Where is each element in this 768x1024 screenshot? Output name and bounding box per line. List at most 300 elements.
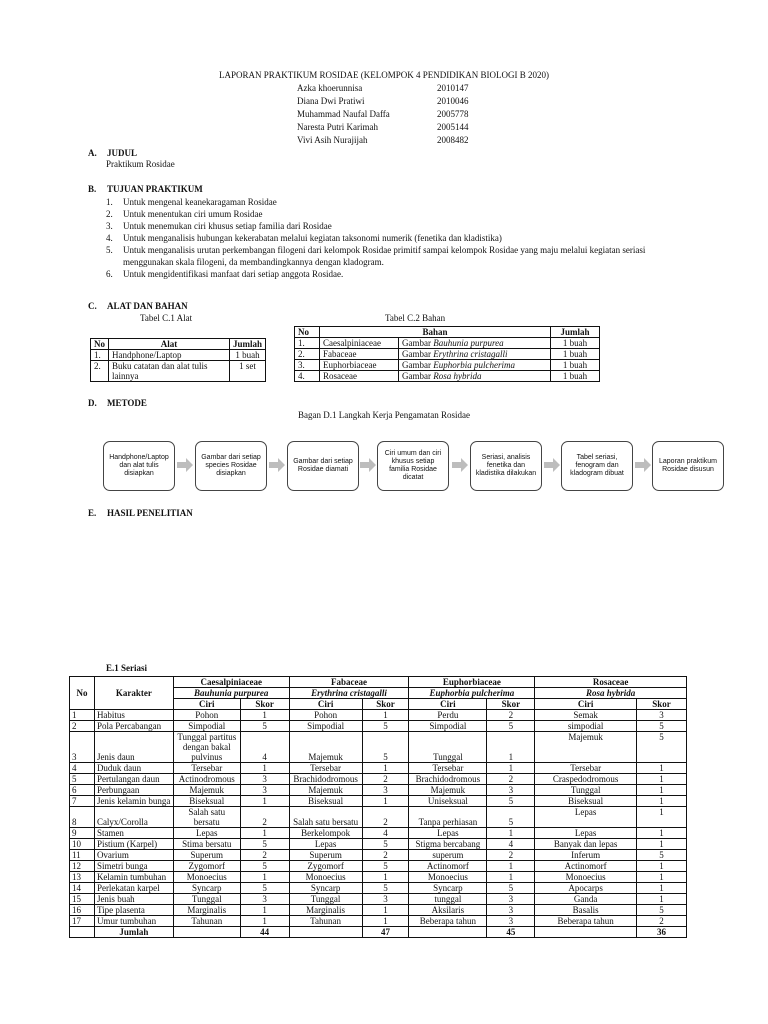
- skor-cell: 5: [487, 721, 535, 732]
- total-spacer: [70, 927, 95, 938]
- table-row: [70, 785, 687, 796]
- species-header: Bauhunia purpurea: [173, 688, 289, 699]
- author-id: 2008482: [437, 135, 469, 145]
- table-row: [70, 894, 687, 905]
- bahan-header-cell: Jumlah: [551, 327, 600, 338]
- skor-cell: 3: [487, 916, 535, 927]
- bahan-item: [399, 349, 551, 360]
- alat-header-cell: Jumlah: [229, 339, 265, 350]
- row-number: 6: [70, 785, 95, 796]
- ciri-cell: Lepas: [535, 807, 637, 828]
- ciri-cell: Apocarps: [535, 883, 637, 894]
- row-number: 8: [70, 807, 95, 828]
- author-name: Naresta Putri Karimah: [297, 122, 378, 132]
- author-row: [297, 108, 469, 121]
- metode-caption: Bagan D.1 Langkah Kerja Pengamatan Rosidae: [298, 410, 470, 420]
- skor-cell: 5: [362, 861, 409, 872]
- goal-item: [106, 232, 693, 244]
- bahan-qty: 1 buah: [551, 349, 600, 360]
- table-row: [70, 677, 687, 688]
- author-row: [297, 121, 469, 134]
- skor-cell: 1: [487, 828, 535, 839]
- author-list: [297, 82, 469, 147]
- ciri-cell: Biseksual: [289, 796, 362, 807]
- bahan-header-cell: No: [295, 327, 320, 338]
- col-no-header: No: [70, 677, 95, 710]
- skor-cell: 5: [637, 905, 687, 916]
- alat-cell: Handphone/Laptop: [109, 350, 230, 361]
- bahan-table: [294, 326, 600, 382]
- family-header: Caesalpiniaceae: [173, 677, 289, 688]
- section-a-text: Praktikum Rosidae: [106, 159, 175, 169]
- ciri-cell: Majemuk: [409, 785, 487, 796]
- alat-caption: Tabel C.1 Alat: [140, 313, 193, 323]
- skor-cell: 1: [240, 872, 289, 883]
- skor-cell: 1: [637, 894, 687, 905]
- row-number: 15: [70, 894, 95, 905]
- ciri-cell: Tersebar: [535, 763, 637, 774]
- table-row: [70, 796, 687, 807]
- family-header: Euphorbiaceae: [409, 677, 535, 688]
- bahan-prefix: Gambar: [402, 349, 434, 359]
- skor-cell: 1: [487, 872, 535, 883]
- author-id: 2010046: [437, 96, 469, 106]
- skor-cell: 2: [362, 850, 409, 861]
- row-number: 2: [70, 721, 95, 732]
- total-value: 36: [637, 927, 687, 938]
- ciri-cell: Biseksual: [173, 796, 240, 807]
- skor-cell: 1: [637, 807, 687, 828]
- table-row: [70, 916, 687, 927]
- bahan-species: Euphorbia pulcherima: [433, 360, 515, 370]
- species-header: Erythrina cristagalli: [289, 688, 409, 699]
- skor-header: Skor: [637, 699, 687, 710]
- skor-cell: 2: [487, 774, 535, 785]
- goal-text: Untuk menganalisis hubungan kekerabatan melalui kegiatan taksonomi numerik (fenetika dan kladistika): [123, 233, 502, 243]
- arrow-right-icon: [544, 458, 560, 472]
- table-row: [91, 350, 266, 361]
- row-number: 9: [70, 828, 95, 839]
- skor-cell: 2: [487, 850, 535, 861]
- skor-cell: 1: [240, 905, 289, 916]
- goal-number: 4.: [106, 233, 113, 243]
- bahan-family: Caesalpiniaceae: [320, 338, 399, 349]
- skor-cell: 5: [240, 883, 289, 894]
- table-row: [70, 850, 687, 861]
- skor-cell: 2: [362, 807, 409, 828]
- karakter-cell: Perbungaan: [94, 785, 173, 796]
- skor-cell: 5: [362, 883, 409, 894]
- bahan-no: 3.: [295, 360, 320, 371]
- ciri-cell: Lepas: [409, 828, 487, 839]
- skor-cell: 1: [487, 763, 535, 774]
- row-number: 12: [70, 861, 95, 872]
- row-number: 7: [70, 796, 95, 807]
- karakter-cell: Pertulangan daun: [94, 774, 173, 785]
- author-row: [297, 82, 469, 95]
- flow-step-box: Laporan praktikum Rosidae disusun: [652, 441, 724, 491]
- karakter-cell: Kelamin tumbuhan: [94, 872, 173, 883]
- table-row: [295, 371, 600, 382]
- skor-cell: 3: [637, 710, 687, 721]
- row-number: 4: [70, 763, 95, 774]
- table-row: [295, 360, 600, 371]
- bahan-species: Erythrina cristagalli: [433, 349, 508, 359]
- karakter-cell: Pistium (Karpel): [94, 839, 173, 850]
- ciri-cell: Syncarp: [289, 883, 362, 894]
- ciri-cell: Stima bersatu: [173, 839, 240, 850]
- karakter-cell: Calyx/Corolla: [94, 807, 173, 828]
- family-header: Rosaceae: [535, 677, 687, 688]
- arrow-right-icon: [635, 458, 651, 472]
- skor-cell: 1: [362, 710, 409, 721]
- author-id: 2010147: [437, 83, 469, 93]
- table-row: [70, 872, 687, 883]
- skor-cell: 3: [487, 905, 535, 916]
- skor-cell: 1: [240, 710, 289, 721]
- alat-cell: 1.: [91, 350, 109, 361]
- skor-cell: 1: [637, 763, 687, 774]
- table-row: [70, 710, 687, 721]
- ciri-cell: Marginalis: [289, 905, 362, 916]
- skor-cell: 4: [240, 732, 289, 763]
- skor-cell: 5: [362, 732, 409, 763]
- arrow-right-icon: [452, 458, 468, 472]
- goal-number: 3.: [106, 221, 113, 231]
- total-value: 44: [240, 927, 289, 938]
- skor-cell: 1: [240, 916, 289, 927]
- ciri-cell: Superum: [289, 850, 362, 861]
- bahan-family: Euphorbiaceae: [320, 360, 399, 371]
- table-row: [70, 763, 687, 774]
- bahan-prefix: Gambar: [402, 338, 434, 348]
- goal-item: [106, 196, 693, 208]
- karakter-cell: Tipe plasenta: [94, 905, 173, 916]
- ciri-cell: tunggal: [409, 894, 487, 905]
- author-row: [297, 95, 469, 108]
- ciri-header: Ciri: [535, 699, 637, 710]
- skor-cell: 3: [240, 785, 289, 796]
- flow-step-box: Handphone/Laptop dan alat tulis disiapkan: [103, 441, 175, 491]
- skor-cell: 5: [637, 721, 687, 732]
- karakter-cell: Jenis daun: [94, 732, 173, 763]
- skor-cell: 1: [637, 872, 687, 883]
- ciri-cell: Majemuk: [535, 732, 637, 763]
- goal-item: [106, 268, 693, 280]
- skor-cell: 5: [637, 732, 687, 763]
- skor-cell: 1: [240, 796, 289, 807]
- section-c-heading: C. ALAT DAN BAHAN: [88, 301, 188, 311]
- goal-item: [106, 244, 693, 268]
- section-b-heading: B. TUJUAN PRAKTIKUM: [88, 184, 203, 194]
- ciri-cell: Basalis: [535, 905, 637, 916]
- skor-cell: 3: [487, 894, 535, 905]
- karakter-cell: Umur tumbuhan: [94, 916, 173, 927]
- karakter-cell: Jenis kelamin bunga: [94, 796, 173, 807]
- ciri-cell: Beberapa tahun: [535, 916, 637, 927]
- alat-cell: 1 set: [229, 361, 265, 382]
- karakter-cell: Perlekatan karpel: [94, 883, 173, 894]
- table-row: [70, 721, 687, 732]
- goal-text: Untuk menganalisis urutan perkembangan filogeni dari kelompok Rosidae primitif sampai kelompok Rosidae yang maju melalui kegiatan seriasi menggunakan skala filogeni, da membandingkannya dengan kladogram.: [123, 245, 646, 267]
- bahan-prefix: Gambar: [402, 360, 434, 370]
- ciri-cell: Inferum: [535, 850, 637, 861]
- skor-header: Skor: [487, 699, 535, 710]
- table-row: [70, 807, 687, 828]
- skor-cell: 2: [637, 916, 687, 927]
- goal-number: 2.: [106, 209, 113, 219]
- skor-cell: 2: [240, 850, 289, 861]
- table-row: [70, 861, 687, 872]
- skor-cell: 3: [487, 785, 535, 796]
- bahan-no: 1.: [295, 338, 320, 349]
- total-spacer: [409, 927, 487, 938]
- karakter-cell: Ovarium: [94, 850, 173, 861]
- skor-cell: 1: [637, 785, 687, 796]
- alat-header-cell: No: [91, 339, 109, 350]
- bahan-family: Rosaceae: [320, 371, 399, 382]
- ciri-cell: Tunggal: [409, 732, 487, 763]
- bahan-qty: 1 buah: [551, 360, 600, 371]
- species-header: Euphorbia pulcherima: [409, 688, 535, 699]
- table-row: [91, 361, 266, 382]
- ciri-cell: Berkelompok: [289, 828, 362, 839]
- alat-cell: 2.: [91, 361, 109, 382]
- karakter-cell: Pola Percabangan: [94, 721, 173, 732]
- flow-step-box: Gambar dari setiap Rosidae diamati: [287, 441, 359, 491]
- skor-cell: 1: [637, 861, 687, 872]
- ciri-cell: Zygomorf: [173, 861, 240, 872]
- ciri-cell: Simpodial: [289, 721, 362, 732]
- bahan-item: [399, 338, 551, 349]
- karakter-cell: Stamen: [94, 828, 173, 839]
- bahan-species: Rosa hybrida: [433, 371, 482, 381]
- row-number: 14: [70, 883, 95, 894]
- skor-cell: 1: [637, 774, 687, 785]
- skor-cell: 2: [362, 774, 409, 785]
- report-title: LAPORAN PRAKTIKUM ROSIDAE (KELOMPOK 4 PENDIDIKAN BIOLOGI B 2020): [219, 70, 549, 80]
- alat-cell: 1 buah: [229, 350, 265, 361]
- family-header: Fabaceae: [289, 677, 409, 688]
- ciri-cell: Majemuk: [173, 785, 240, 796]
- ciri-cell: Banyak dan lepas: [535, 839, 637, 850]
- ciri-cell: Pohon: [173, 710, 240, 721]
- ciri-cell: Stigma bercabang: [409, 839, 487, 850]
- bahan-no: 2.: [295, 349, 320, 360]
- skor-cell: 3: [240, 774, 289, 785]
- table-row: [70, 732, 687, 763]
- skor-cell: 5: [487, 796, 535, 807]
- ciri-header: Ciri: [409, 699, 487, 710]
- ciri-header: Ciri: [173, 699, 240, 710]
- skor-cell: 1: [362, 763, 409, 774]
- ciri-cell: Lepas: [173, 828, 240, 839]
- goals-list: [106, 196, 693, 280]
- author-id: 2005778: [437, 109, 469, 119]
- seriasi-caption: E.1 Seriasi: [106, 663, 148, 673]
- table-row: [295, 349, 600, 360]
- flow-step-box: Seriasi, analisis fenetika dan kladistika dilakukan: [470, 441, 542, 491]
- skor-cell: 1: [362, 796, 409, 807]
- goal-text: Untuk menentukan ciri umum Rosidae: [123, 209, 263, 219]
- author-row: [297, 134, 469, 147]
- ciri-cell: Tunggal: [173, 894, 240, 905]
- skor-cell: 4: [362, 828, 409, 839]
- bahan-species: Bauhunia purpurea: [433, 338, 504, 348]
- ciri-cell: Craspedodromous: [535, 774, 637, 785]
- goal-item: [106, 208, 693, 220]
- skor-cell: 3: [362, 894, 409, 905]
- ciri-cell: Uniseksual: [409, 796, 487, 807]
- alat-table: [90, 338, 266, 382]
- flow-step-box: Tabel seriasi, fenogram dan kladogram dibuat: [561, 441, 633, 491]
- ciri-header: Ciri: [289, 699, 362, 710]
- ciri-cell: Monoecius: [409, 872, 487, 883]
- skor-cell: 5: [362, 839, 409, 850]
- goal-number: 5.: [106, 245, 113, 255]
- flow-step-box: Gambar dari setiap species Rosidae disiapkan: [195, 441, 267, 491]
- author-name: Muhammad Naufal Daffa: [297, 109, 390, 119]
- table-row: [295, 338, 600, 349]
- seriasi-table: [69, 676, 687, 938]
- ciri-cell: Syncarp: [409, 883, 487, 894]
- row-number: 13: [70, 872, 95, 883]
- author-name: Azka khoerunnisa: [297, 83, 363, 93]
- skor-cell: 1: [240, 828, 289, 839]
- arrow-right-icon: [269, 458, 285, 472]
- goal-text: Untuk menemukan ciri khusus setiap familia dari Rosidae: [123, 221, 332, 231]
- ciri-cell: Brachidodromous: [409, 774, 487, 785]
- ciri-cell: Tunggal: [535, 785, 637, 796]
- ciri-cell: Monoecius: [173, 872, 240, 883]
- section-a-heading: A. JUDUL: [88, 148, 138, 158]
- skor-cell: 1: [637, 839, 687, 850]
- skor-cell: 1: [637, 883, 687, 894]
- ciri-cell: Ganda: [535, 894, 637, 905]
- skor-cell: 5: [637, 850, 687, 861]
- ciri-cell: Simpodial: [173, 721, 240, 732]
- table-row: [70, 774, 687, 785]
- ciri-cell: Pohon: [289, 710, 362, 721]
- row-number: 1: [70, 710, 95, 721]
- table-row: [70, 905, 687, 916]
- skor-cell: 5: [240, 721, 289, 732]
- skor-cell: 5: [487, 883, 535, 894]
- goal-number: 1.: [106, 197, 113, 207]
- author-id: 2005144: [437, 122, 469, 132]
- skor-cell: 4: [487, 839, 535, 850]
- total-spacer: [535, 927, 637, 938]
- karakter-cell: Simetri bunga: [94, 861, 173, 872]
- ciri-cell: Actinomorf: [409, 861, 487, 872]
- skor-cell: 1: [637, 796, 687, 807]
- bahan-prefix: Gambar: [402, 371, 434, 381]
- skor-header: Skor: [240, 699, 289, 710]
- row-number: 5: [70, 774, 95, 785]
- table-row: [70, 828, 687, 839]
- row-number: 16: [70, 905, 95, 916]
- ciri-cell: Actinomorf: [535, 861, 637, 872]
- skor-cell: 2: [240, 807, 289, 828]
- ciri-cell: Monoecius: [289, 872, 362, 883]
- bahan-item: [399, 360, 551, 371]
- karakter-cell: Jenis buah: [94, 894, 173, 905]
- skor-cell: 1: [362, 905, 409, 916]
- ciri-cell: Syncarp: [173, 883, 240, 894]
- ciri-cell: simpodial: [535, 721, 637, 732]
- ciri-cell: Superum: [173, 850, 240, 861]
- ciri-cell: superum: [409, 850, 487, 861]
- ciri-cell: Salah satu bersatu: [173, 807, 240, 828]
- skor-cell: 1: [362, 872, 409, 883]
- species-header: Rosa hybrida: [535, 688, 687, 699]
- ciri-cell: Marginalis: [173, 905, 240, 916]
- ciri-cell: Aksilaris: [409, 905, 487, 916]
- total-spacer: [173, 927, 240, 938]
- author-name: Diana Dwi Pratiwi: [297, 96, 365, 106]
- goal-item: [106, 220, 693, 232]
- bahan-caption: Tabel C.2 Bahan: [385, 313, 446, 323]
- table-row: [70, 927, 687, 938]
- table-row: [70, 883, 687, 894]
- total-value: 45: [487, 927, 535, 938]
- ciri-cell: Zygomorf: [289, 861, 362, 872]
- author-name: Vivi Asih Nurajijah: [297, 135, 368, 145]
- bahan-item: [399, 371, 551, 382]
- bahan-family: Fabaceae: [320, 349, 399, 360]
- section-d-heading: D. METODE: [88, 398, 147, 408]
- skor-cell: 3: [240, 894, 289, 905]
- bahan-header-cell: Bahan: [320, 327, 551, 338]
- ciri-cell: Perdu: [409, 710, 487, 721]
- ciri-cell: Tahunan: [289, 916, 362, 927]
- skor-cell: 5: [362, 721, 409, 732]
- skor-cell: 1: [240, 763, 289, 774]
- goal-number: 6.: [106, 269, 113, 279]
- ciri-cell: Actinodromous: [173, 774, 240, 785]
- ciri-cell: Tanpa perhiasan: [409, 807, 487, 828]
- skor-cell: 1: [487, 732, 535, 763]
- ciri-cell: Simpodial: [409, 721, 487, 732]
- bahan-no: 4.: [295, 371, 320, 382]
- ciri-cell: Tunggal partitus dengan bakal pulvinus: [173, 732, 240, 763]
- ciri-cell: Lepas: [289, 839, 362, 850]
- ciri-cell: Lepas: [535, 828, 637, 839]
- goal-text: Untuk mengidentifikasi manfaat dari setiap anggota Rosidae.: [123, 269, 344, 279]
- section-e-heading: E. HASIL PENELITIAN: [88, 508, 193, 518]
- ciri-cell: Tersebar: [409, 763, 487, 774]
- skor-header: Skor: [362, 699, 409, 710]
- skor-cell: 1: [362, 916, 409, 927]
- karakter-cell: Duduk daun: [94, 763, 173, 774]
- row-number: 3: [70, 732, 95, 763]
- ciri-cell: Beberapa tahun: [409, 916, 487, 927]
- total-label: Jumlah: [94, 927, 173, 938]
- ciri-cell: Majemuk: [289, 785, 362, 796]
- flow-step-box: Ciri umum dan ciri khusus setiap familia Rosidae dicatat: [377, 441, 449, 491]
- skor-cell: 5: [487, 807, 535, 828]
- skor-cell: 3: [362, 785, 409, 796]
- row-number: 10: [70, 839, 95, 850]
- arrow-right-icon: [177, 458, 193, 472]
- ciri-cell: Salah satu bersatu: [289, 807, 362, 828]
- total-spacer: [289, 927, 362, 938]
- bahan-qty: 1 buah: [551, 338, 600, 349]
- arrow-right-icon: [360, 458, 376, 472]
- ciri-cell: Tahunan: [173, 916, 240, 927]
- alat-header-cell: Alat: [109, 339, 230, 350]
- col-karakter-header: Karakter: [94, 677, 173, 710]
